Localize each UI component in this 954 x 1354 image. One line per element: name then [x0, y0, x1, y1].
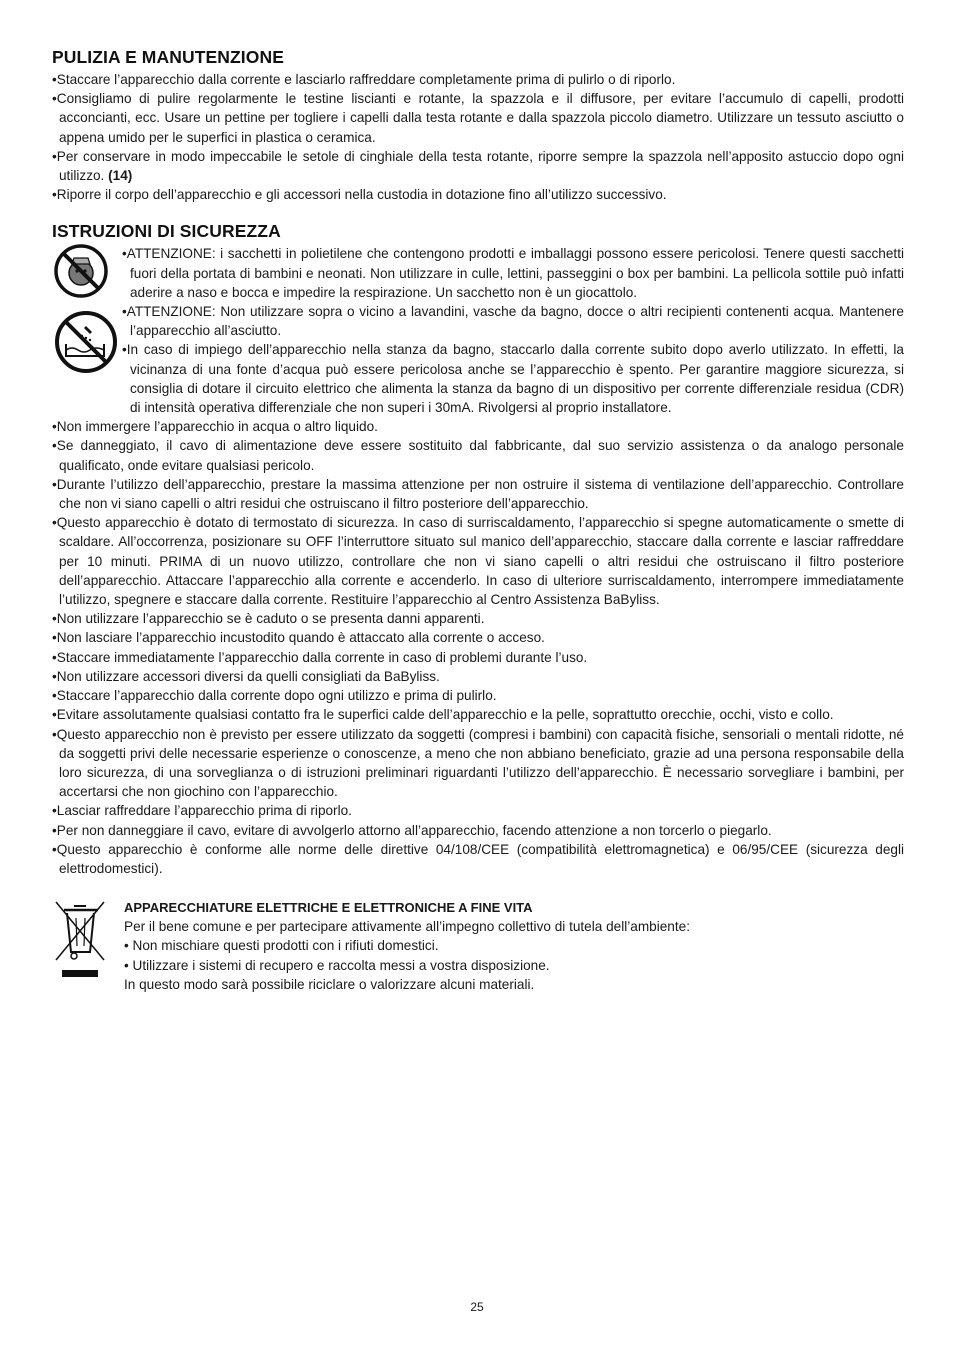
list-item: • Staccare l’apparecchio dalla corrente e lasciarlo raffreddare completamente prima di pulirlo o di riporlo.	[52, 70, 904, 89]
no-plastic-bag-icon	[54, 244, 108, 298]
list-item: • Staccare immediatamente l’apparecchio dalla corrente in caso di problemi durante l’uso.	[52, 648, 904, 667]
list-item: • Consigliamo di pulire regolarmente le testine liscianti e rotante, la spazzola e il diffusore, per evitare l’accumulo di capelli, prodotti acconcianti, ecc. Usare un pettine per togliere i capelli dalla testa rotante e dalla spazzola piccolo diametro. Utilizzare un tessuto asciutto o appena umido per le superfici in plastica o ceramica.	[52, 89, 904, 147]
list-item: • In caso di impiego dell’apparecchio nella stanza da bagno, staccarlo dalla corrente subito dopo averlo utilizzato. In effetti, la vicinanza di una fonte d’acqua può essere pericolosa anche se l’apparecchio è spento. Per garantire maggiore sicurezza, si consiglia di dotare il circuito elettrico che alimenta la stanza da bagno di un dispositivo per corrente differenziale residua (CDR) di intensità operativa differenziale che non superi i 30mA. Rivolgersi al proprio installatore.	[122, 340, 904, 417]
safety-list	[52, 417, 904, 878]
cleaning-list	[52, 70, 904, 204]
list-item: • Non utilizzare accessori diversi da quelli consigliati da BaByliss.	[52, 667, 904, 686]
list-item: • Non lasciare l’apparecchio incustodito quando è attaccato alla corrente o acceso.	[52, 628, 904, 647]
list-item: • Questo apparecchio è dotato di termostato di sicurezza. In caso di surriscaldamento, l’apparecchio si spegne automaticamente o smette di scaldare. All’occorrenza, posizionare su OFF l’interruttore situato sul manico dell’apparecchio, staccare dalla corrente e lasciar raffreddare per 10 minuti. PRIMA di un nuovo utilizzo, controllare che non vi siano capelli o altri residui che ostruiscano il filtro posteriore dell’apparecchio. Attaccare l’apparecchio alla corrente e accenderlo. In caso di ulteriore surriscaldamento, interrompere immediatamente l’utilizzo, spegnere e staccare dalla corrente. Restituire l’apparecchio al Centro Assistenza BaByliss.	[52, 513, 904, 609]
section-title-safety: ISTRUZIONI DI SICUREZZA	[52, 221, 281, 242]
list-item: • Questo apparecchio non è previsto per essere utilizzato da soggetti (compresi i bambini) con capacità fisiche, sensoriali o mentali ridotte, né da soggetti privi delle necessarie esperienze o conoscenze, a meno che non abbiano beneficiato, grazie ad una persona responsabile della loro sicurezza, di una sorveglianza o di istruzioni preliminari riguardanti l’utilizzo dell’apparecchio. È necessario sorvegliare i bambini, per accertarsi che non giochino con l’apparecchio.	[52, 725, 904, 802]
list-item: • Non immergere l’apparecchio in acqua o altro liquido.	[52, 417, 904, 436]
list-item: • Riporre il corpo dell’apparecchio e gli accessori nella custodia in dotazione fino all’utilizzo successivo.	[52, 185, 904, 204]
weee-title: APPARECCHIATURE ELETTRICHE E ELETTRONICHE A FINE VITA	[124, 900, 533, 916]
weee-bullet: • Non mischiare questi prodotti con i rifiuti domestici.	[124, 938, 439, 954]
list-item: • ATTENZIONE: Non utilizzare sopra o vicino a lavandini, vasche da bagno, docce o altri recipienti contenenti acqua. Mantenere l’apparecchio all’asciutto.	[122, 302, 904, 340]
list-item: • Questo apparecchio è conforme alle norme delle direttive 04/108/CEE (compatibilità elettromagnetica) e 06/95/CEE (sicurezza degli elettrodomestici).	[52, 840, 904, 878]
list-item: • Lasciar raffreddare l’apparecchio prima di riporlo.	[52, 801, 904, 820]
weee-intro: Per il bene comune e per partecipare attivamente all’impegno collettivo di tutela dell’ambiente:	[124, 919, 690, 935]
list-item: • Evitare assolutamente qualsiasi contatto fra le superfici calde dell’apparecchio e la pelle, soprattutto orecchie, occhi, visto e collo.	[52, 705, 904, 724]
list-item: • Staccare l’apparecchio dalla corrente dopo ogni utilizzo e prima di pulirlo.	[52, 686, 904, 705]
list-item: • Se danneggiato, il cavo di alimentazione deve essere sostituito dal fabbricante, dal suo servizio assistenza o da analogo personale qualificato, onde evitare qualsiasi pericolo.	[52, 436, 904, 474]
document-page	[52, 46, 904, 994]
section-title-cleaning: PULIZIA E MANUTENZIONE	[52, 47, 284, 67]
weee-bullet: • Utilizzare i sistemi di recupero e raccolta messi a vostra disposizione.	[124, 957, 550, 973]
safety-icon-list	[122, 244, 904, 417]
list-item: • ATTENZIONE: i sacchetti in polietilene che contengono prodotti e imballaggi possono essere pericolosi. Tenere questi sacchetti fuori della portata di bambini e neonati. Non utilizzare in culle, lettini, passeggini o box per bambini. La pellicola sottile può infatti aderire a naso e bocca e impedire la respirazione. Un sacchetto non è un giocattolo.	[122, 244, 904, 302]
list-item: • Non utilizzare l’apparecchio se è caduto o se presenta danni apparenti.	[52, 609, 904, 628]
list-item: • Durante l’utilizzo dell’apparecchio, prestare la massima attenzione per non ostruire il sistema di ventilazione dell’apparecchio. Controllare che non vi siano capelli o altri residui che ostruiscano il filtro posteriore dell’apparecchio.	[52, 475, 904, 513]
weee-section	[52, 898, 904, 994]
crossed-bin-icon	[52, 898, 108, 984]
page-number: 25	[470, 1300, 484, 1314]
list-item: • Per conservare in modo impeccabile le setole di cinghiale della testa rotante, riporre sempre la spazzola nell’apposito astuccio dopo ogni utilizzo. (14)	[52, 147, 904, 185]
no-water-icon	[54, 310, 118, 374]
figure-reference: (14)	[108, 168, 133, 184]
weee-outro: In questo modo sarà possibile riciclare o valorizzare alcuni materiali.	[124, 976, 535, 992]
list-item: • Per non danneggiare il cavo, evitare di avvolgerlo attorno all’apparecchio, facendo attenzione a non torcerlo o piegarlo.	[52, 821, 904, 840]
